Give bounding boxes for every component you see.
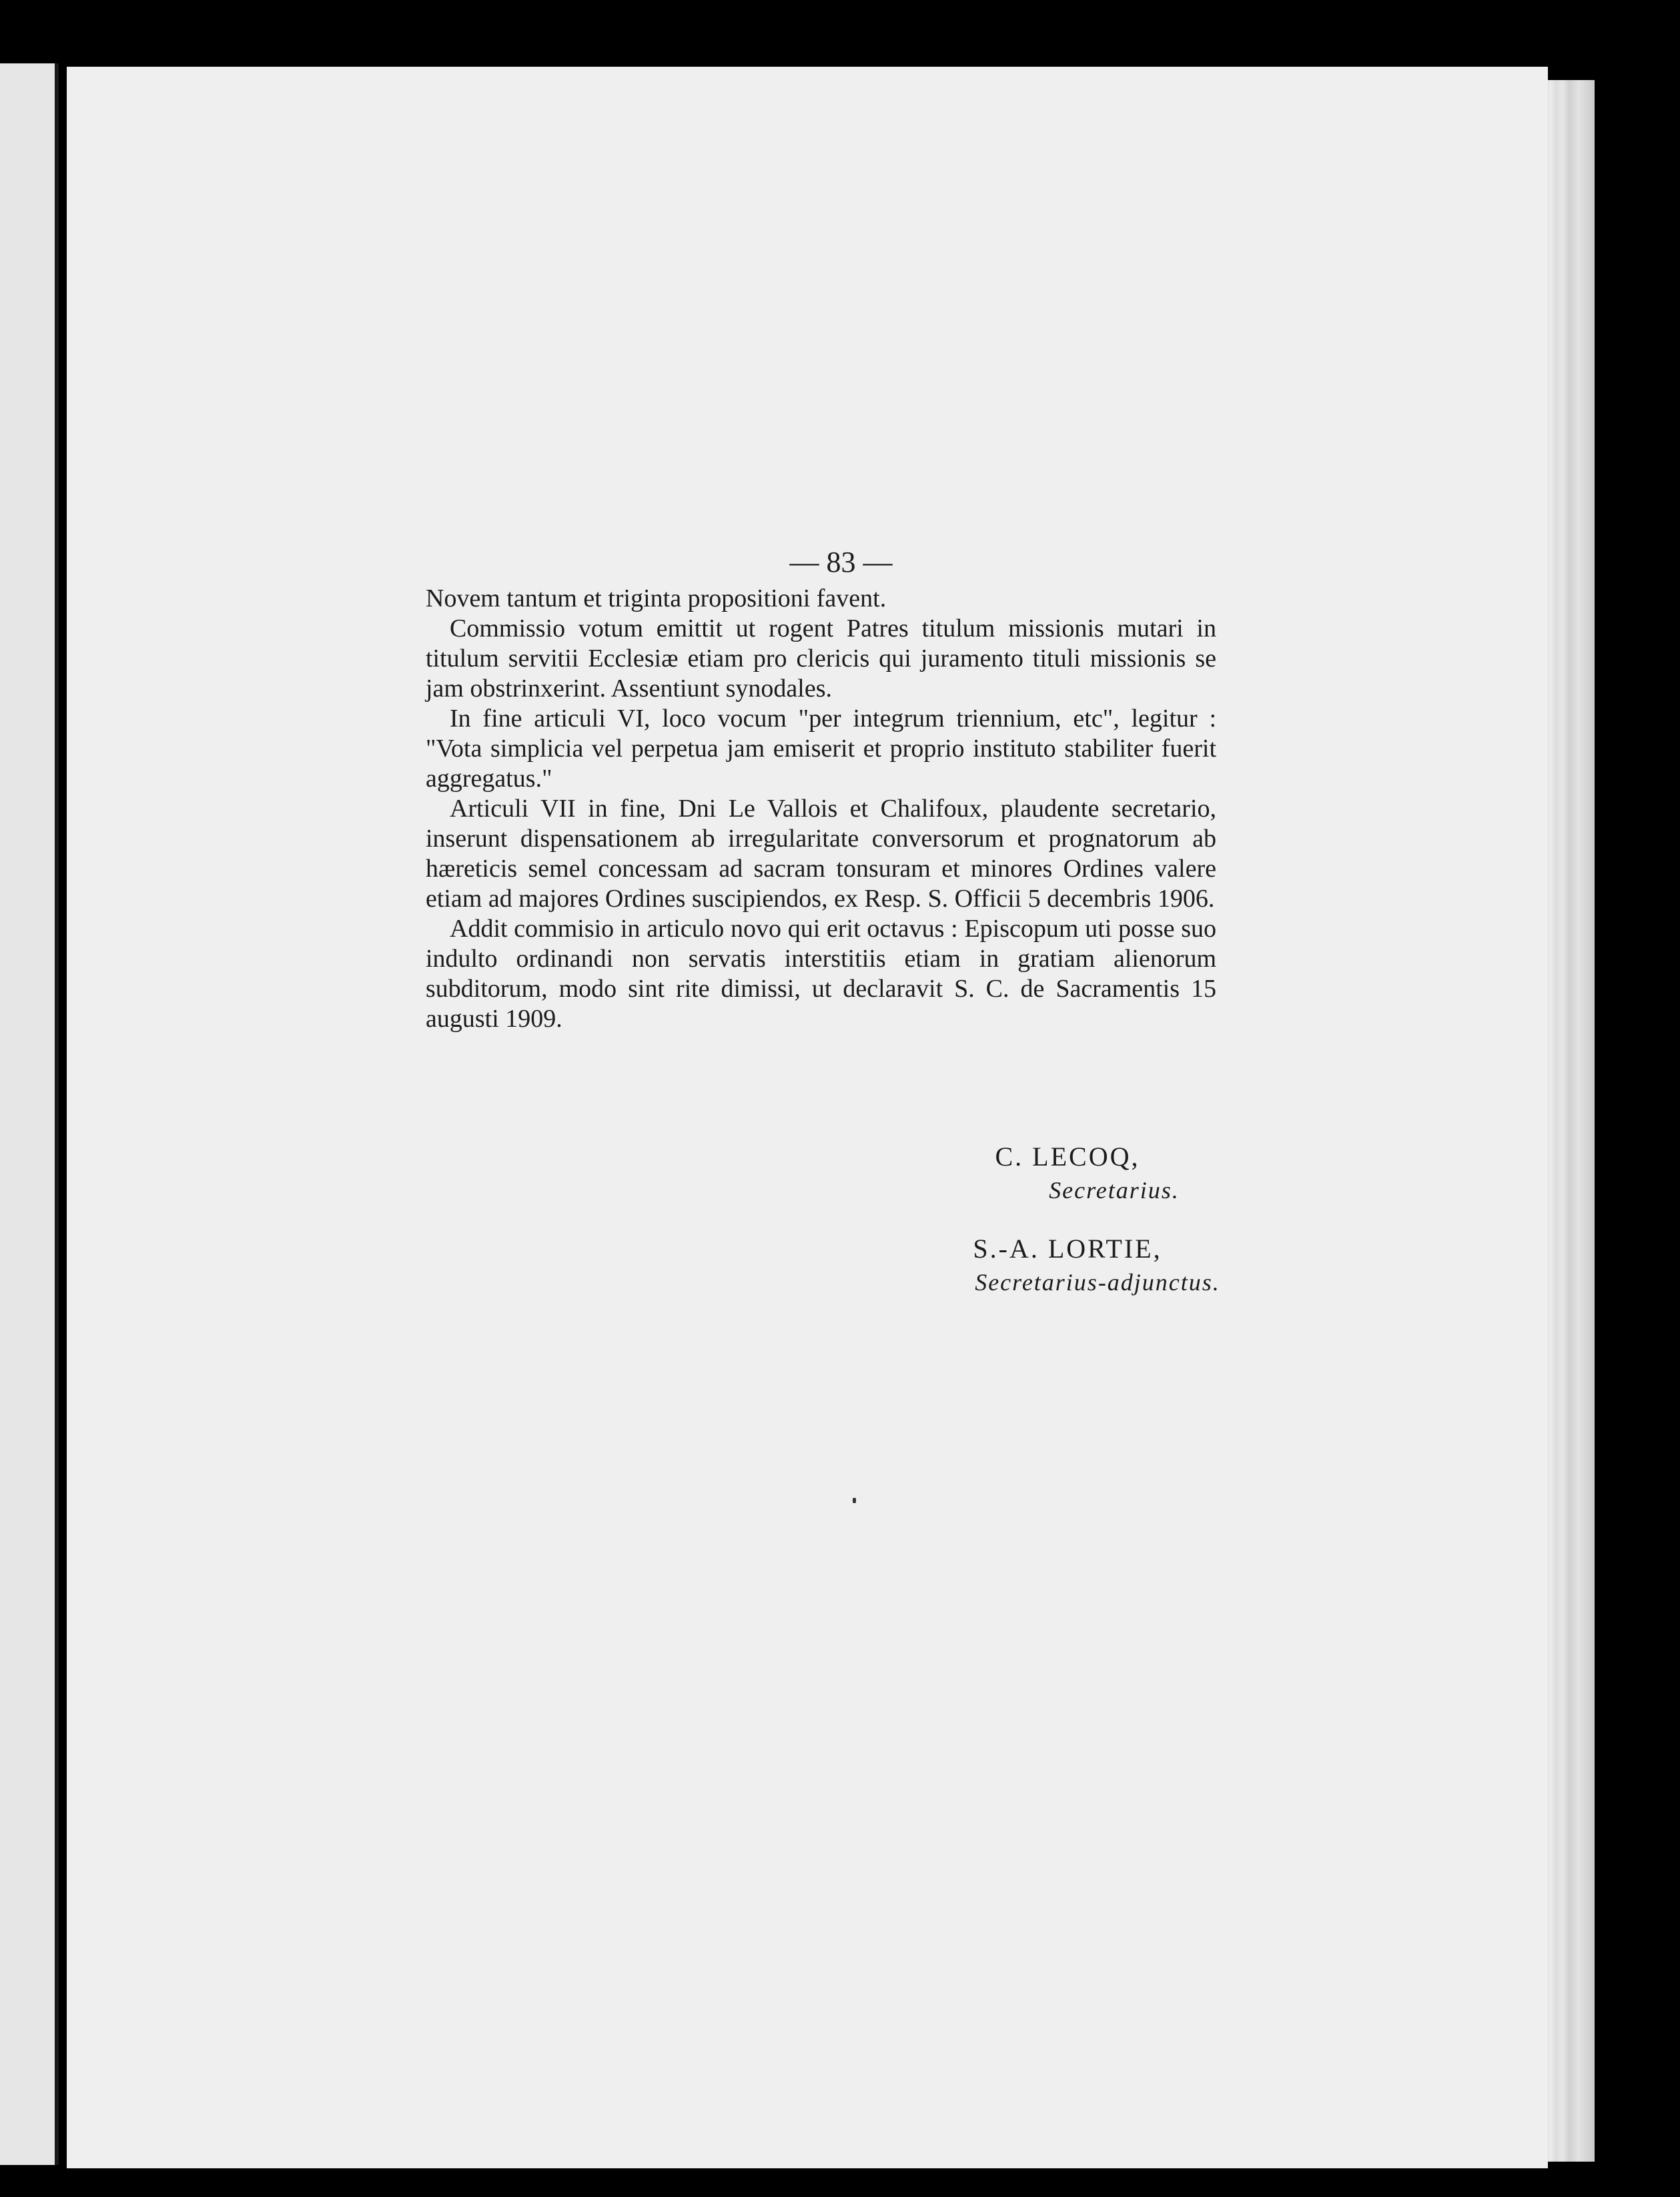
document-page [67,67,1548,2168]
paragraph: Articuli VII in fine, Dni Le Vallois et Chalifoux, plaudente secretario, inserunt dispensationem ab irregularitate conversorum et prognatorum ab hæreticis semel concessam ad sacram tonsuram et minores Ordines valere etiam ad majores Ordines suscipiendos, ex Resp. S. Officii 5 decembris 1906. [426,795,1216,913]
paragraph: Addit commisio in articulo novo qui erit octavus : Episcopum uti posse suo indulto ordinandi non servatis interstitiis etiam in gratiam alienorum subditorum, modo sint rite dimissi, ut declaravit S. C. de Sacramentis 15 augusti 1909. [426,915,1216,1033]
paragraph: Novem tantum et triginta propositioni favent. [426,584,887,612]
signature-block-secretary [901,1141,1234,1204]
page-number: — 83 — [789,546,893,578]
signature-block-assistant-secretary [901,1233,1234,1296]
scan-speck [853,1498,856,1503]
page-body [426,547,1216,1034]
signature-name: S.-A. LORTIE, [973,1234,1162,1264]
signature-title: Secretarius. [1049,1177,1180,1204]
paragraph: In fine articuli VI, loco vocum "per integrum triennium, etc", legitur : "Vota simplicia vel perpetua jam emiserit et proprio instituto stabiliter fuerit aggregatus." [426,705,1216,793]
previous-page-edge [0,63,59,2165]
signature-title: Secretarius-adjunctus. [975,1269,1220,1296]
signature-name: C. LECOQ, [995,1142,1140,1172]
paragraph: Commissio votum emittit ut rogent Patres titulum missionis mutari in titulum servitii Ecclesiæ etiam pro clericis qui juramento tituli missionis se jam obstrinxerint. Assentiunt synodales. [426,614,1216,703]
